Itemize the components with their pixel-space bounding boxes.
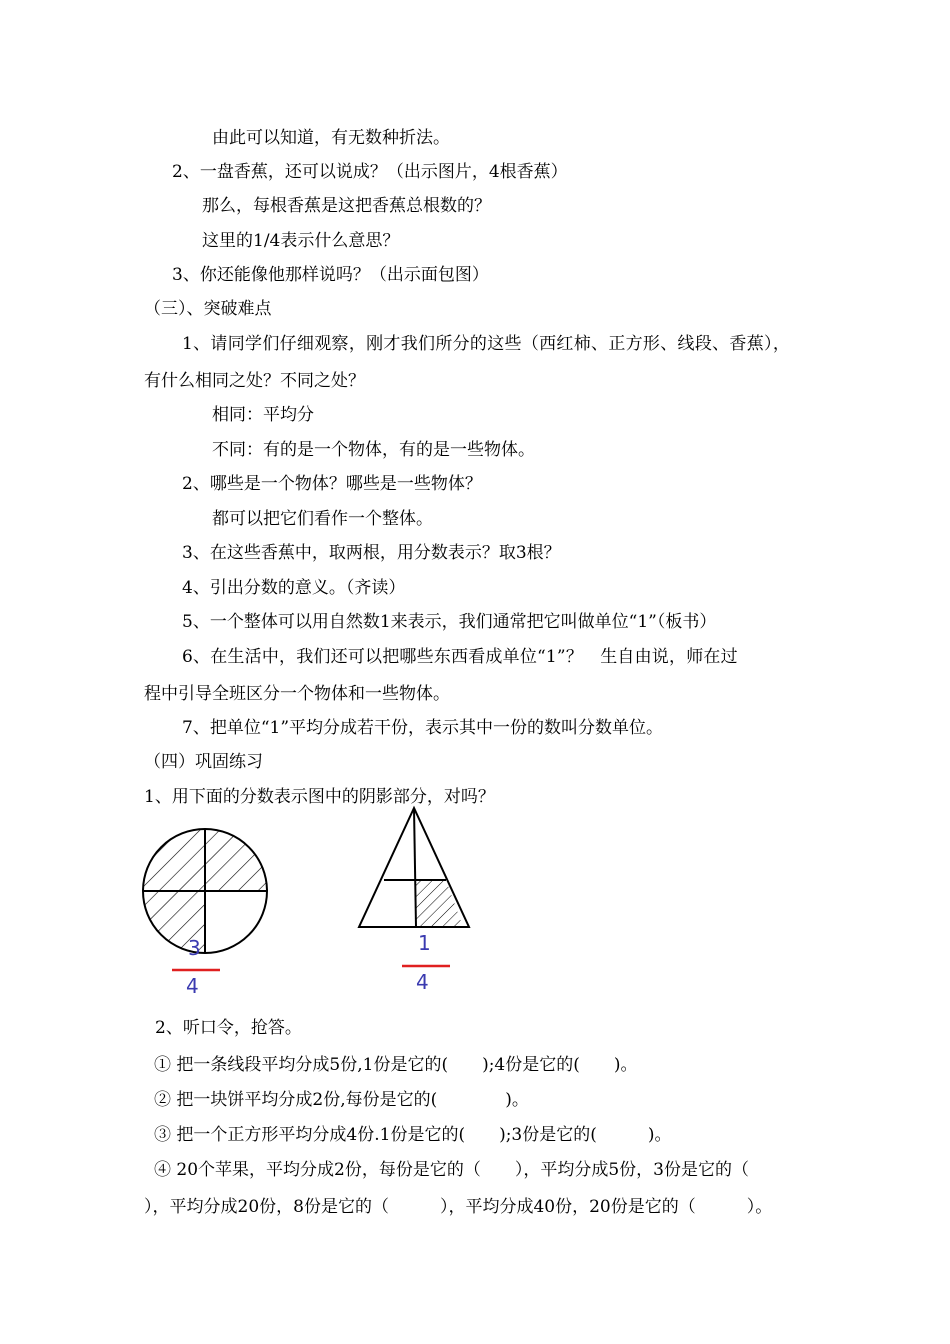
text-line: 6、在生活中，我们还可以把哪些东西看成单位“1”？ 生自由说，师在过: [182, 647, 738, 667]
text-line: 相同：平均分: [212, 405, 314, 425]
text-line: 由此可以知道，有无数种折法。: [212, 128, 450, 148]
text-line: 有什么相同之处？不同之处？: [144, 371, 365, 391]
section-heading: （四）巩固练习: [144, 752, 263, 772]
text-line: 程中引导全班区分一个物体和一些物体。: [144, 684, 450, 704]
text-line: 1、请同学们仔细观察，刚才我们所分的这些（西红柿、正方形、线段、香蕉），: [182, 334, 791, 354]
text-line: 不同：有的是一个物体，有的是一些物体。: [212, 440, 535, 460]
text-line: 3、在这些香蕉中，取两根，用分数表示？取3根？: [182, 543, 561, 563]
triangle-denominator: 4: [416, 970, 429, 994]
text-line: 4、引出分数的意义。（齐读）: [182, 578, 406, 598]
quiz-item-3: ③ 把一个正方形平均分成4份.1份是它的( );3份是它的( )。: [154, 1125, 672, 1145]
text-line: 这里的1/4表示什么意思？: [202, 231, 400, 251]
text-line: 3、你还能像他那样说吗？（出示面包图）: [172, 265, 489, 285]
triangle-numerator: 1: [418, 931, 431, 955]
triangle-figure: [359, 808, 469, 927]
text-line: 2、哪些是一个物体？哪些是一些物体？: [182, 474, 482, 494]
exercise-prompt: 1、用下面的分数表示图中的阴影部分，对吗？: [144, 787, 495, 807]
triangle-vertical-divider: [414, 808, 416, 927]
quiz-item-4-continued: ），平均分成20份，8份是它的（ ），平均分成40份，20份是它的（ ）。: [144, 1197, 773, 1217]
section-heading: （三）、突破难点: [144, 299, 272, 319]
text-line: 7、把单位“1”平均分成若干份，表示其中一份的数叫分数单位。: [182, 718, 664, 738]
exercise-prompt: 2、听口令，抢答。: [155, 1018, 302, 1038]
quiz-item-2: ② 把一块饼平均分成2份,每份是它的( )。: [154, 1090, 529, 1110]
shaded-lower-right: [416, 880, 463, 927]
circle-figure: [143, 829, 267, 953]
text-line: 那么，每根香蕉是这把香蕉总根数的？: [202, 196, 491, 216]
quiz-item-4: ④ 20个苹果，平均分成2份，每份是它的（ ），平均分成5份，3份是它的（: [154, 1160, 749, 1180]
quiz-item-1: ① 把一条线段平均分成5份,1份是它的( );4份是它的( )。: [154, 1055, 638, 1075]
text-line: 2、一盘香蕉，还可以说成？（出示图片，4根香蕉）: [172, 162, 568, 182]
circle-numerator: 3: [188, 936, 201, 960]
circle-denominator: 4: [186, 974, 199, 998]
text-line: 5、一个整体可以用自然数1来表示，我们通常把它叫做单位“1”（板书）: [182, 612, 717, 632]
text-line: 都可以把它们看作一个整体。: [212, 509, 433, 529]
